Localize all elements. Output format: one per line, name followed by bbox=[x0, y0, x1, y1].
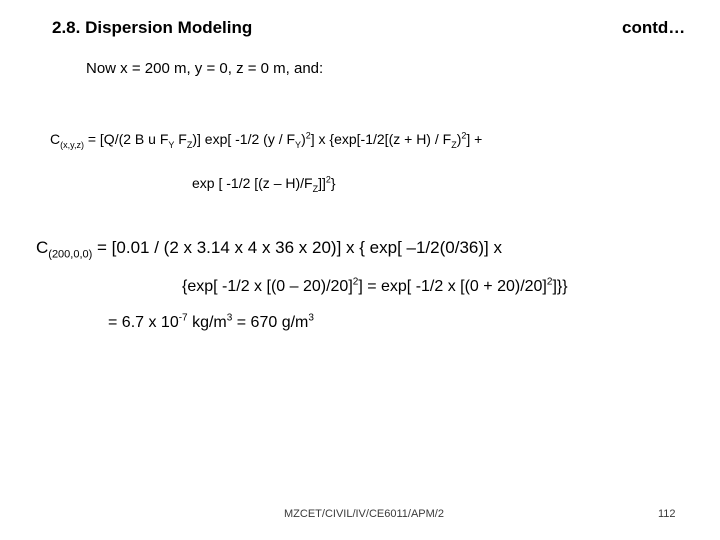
eq-part: = 6.7 x 10 bbox=[108, 314, 179, 331]
concentration-symbol: C bbox=[50, 131, 61, 147]
eq-part: = 670 g/m bbox=[232, 314, 309, 331]
concentration-subscript: (200,0,0) bbox=[48, 248, 93, 261]
eq-superscript: 2 bbox=[461, 130, 467, 141]
slide-title: 2.8. Dispersion Modeling bbox=[52, 18, 253, 37]
eq-part: ]}} bbox=[552, 278, 568, 295]
eq-superscript: -7 bbox=[178, 312, 188, 324]
eq-part: = [Q/(2 B u F bbox=[83, 131, 169, 147]
eq-part: ] + bbox=[466, 131, 483, 147]
eq-subscript: Z bbox=[186, 139, 193, 150]
substituted-equation bbox=[36, 238, 502, 261]
general-equation bbox=[50, 130, 483, 150]
result-equation bbox=[108, 314, 314, 332]
eq-part: exp [ -1/2 [(z – H)/F bbox=[192, 175, 313, 191]
eq-subscript: Y bbox=[168, 139, 175, 150]
eq-part: ] = exp[ -1/2 x [(0 + 20)/20] bbox=[358, 278, 547, 295]
general-equation-continued bbox=[192, 174, 336, 194]
eq-part: = [0.01 / (2 x 3.14 x 4 x 36 x 20)] x { exp[ –1/2(0/36)] x bbox=[92, 238, 502, 257]
eq-subscript: Z bbox=[312, 183, 319, 194]
eq-part: } bbox=[330, 175, 336, 191]
footer-course-code: MZCET/CIVIL/IV/CE6011/APM/2 bbox=[284, 508, 444, 520]
concentration-subscript: (x,y,z) bbox=[60, 139, 84, 150]
eq-part: ]] bbox=[318, 175, 326, 191]
eq-subscript: Z bbox=[451, 139, 457, 150]
substituted-equation-continued bbox=[182, 278, 568, 296]
eq-part: ] x {exp[-1/2[(z + H) / F bbox=[310, 131, 452, 147]
eq-part: {exp[ -1/2 x [(0 – 20)/20] bbox=[182, 278, 353, 295]
eq-superscript: 2 bbox=[325, 174, 331, 185]
concentration-symbol: C bbox=[36, 238, 49, 257]
continued-label: contd… bbox=[622, 18, 686, 37]
eq-superscript: 3 bbox=[226, 312, 233, 324]
eq-superscript: 2 bbox=[352, 276, 359, 288]
eq-superscript: 2 bbox=[546, 276, 553, 288]
eq-part: kg/m bbox=[187, 314, 227, 331]
eq-superscript: 2 bbox=[305, 130, 311, 141]
page-number: 112 bbox=[658, 508, 676, 520]
eq-part: ) bbox=[301, 131, 306, 147]
eq-part: )] exp[ -1/2 (y / F bbox=[192, 131, 296, 147]
eq-superscript: 3 bbox=[308, 312, 314, 324]
eq-part: ) bbox=[456, 131, 462, 147]
eq-part: F bbox=[174, 131, 187, 147]
intro-text: Now x = 200 m, y = 0, z = 0 m, and: bbox=[86, 60, 324, 77]
eq-subscript: Y bbox=[295, 139, 302, 150]
